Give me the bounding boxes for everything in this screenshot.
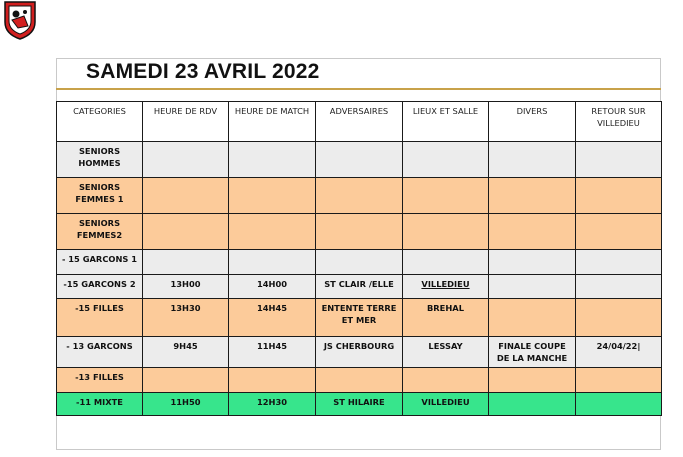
- page-title: SAMEDI 23 AVRIL 2022: [86, 60, 320, 83]
- rdv-cell: [143, 250, 229, 275]
- divers-cell: [489, 393, 576, 416]
- category-cell: SENIORS FEMMES2: [57, 214, 143, 250]
- lieu-cell: VILLEDIEU: [403, 393, 489, 416]
- adversaires-cell: [316, 142, 403, 178]
- rdv-cell: 9H45: [143, 337, 229, 368]
- category-cell: - 15 GARCONS 1: [57, 250, 143, 275]
- rdv-cell: 13H00: [143, 275, 229, 299]
- match-cell: 14H45: [229, 299, 316, 337]
- table-row: [57, 368, 662, 393]
- lieu-cell: LESSAY: [403, 337, 489, 368]
- table-header-row: [57, 102, 662, 142]
- retour-cell: [576, 250, 662, 275]
- rdv-cell: [143, 178, 229, 214]
- club-logo-icon: [2, 0, 38, 40]
- category-cell: -13 FILLES: [57, 368, 143, 393]
- lieu-cell: [403, 178, 489, 214]
- lieu-cell: [403, 368, 489, 393]
- table-row: [57, 393, 662, 416]
- category-cell: SENIORS HOMMES: [57, 142, 143, 178]
- lieu-cell: [403, 142, 489, 178]
- retour-cell: 24/04/22|: [576, 337, 662, 368]
- table-row: [57, 275, 662, 299]
- divers-cell: [489, 250, 576, 275]
- table-row: [57, 250, 662, 275]
- retour-cell: [576, 178, 662, 214]
- header-categories: CATEGORIES: [57, 102, 143, 142]
- category-cell: -15 FILLES: [57, 299, 143, 337]
- header-retour: RETOUR SUR VILLEDIEU: [576, 102, 662, 142]
- lieu-cell: [403, 214, 489, 250]
- adversaires-cell: [316, 250, 403, 275]
- retour-cell: [576, 142, 662, 178]
- rdv-cell: 13H30: [143, 299, 229, 337]
- rdv-cell: [143, 214, 229, 250]
- table-row: [57, 178, 662, 214]
- divers-cell: [489, 214, 576, 250]
- divers-cell: [489, 178, 576, 214]
- adversaires-cell: ST CLAIR /ELLE: [316, 275, 403, 299]
- lieu-cell: BREHAL: [403, 299, 489, 337]
- adversaires-cell: ST HILAIRE: [316, 393, 403, 416]
- table-row: [57, 214, 662, 250]
- rdv-cell: 11H50: [143, 393, 229, 416]
- adversaires-cell: JS CHERBOURG: [316, 337, 403, 368]
- divers-cell: [489, 142, 576, 178]
- schedule-table: [56, 101, 662, 416]
- title-underline: [56, 88, 661, 90]
- category-cell: -15 GARCONS 2: [57, 275, 143, 299]
- match-cell: [229, 368, 316, 393]
- match-cell: 14H00: [229, 275, 316, 299]
- header-lieux: LIEUX ET SALLE: [403, 102, 489, 142]
- retour-cell: [576, 275, 662, 299]
- match-cell: 12H30: [229, 393, 316, 416]
- retour-cell: [576, 299, 662, 337]
- rdv-cell: [143, 142, 229, 178]
- table-row: [57, 337, 662, 368]
- rdv-cell: [143, 368, 229, 393]
- lieu-cell: [403, 250, 489, 275]
- table-row: [57, 299, 662, 337]
- adversaires-cell: [316, 214, 403, 250]
- lieu-cell: [403, 275, 489, 299]
- divers-cell: FINALE COUPE DE LA MANCHE: [489, 337, 576, 368]
- lieu-text: VILLEDIEU: [421, 279, 470, 289]
- header-rdv: HEURE DE RDV: [143, 102, 229, 142]
- match-cell: [229, 178, 316, 214]
- table-row: [57, 142, 662, 178]
- category-cell: SENIORS FEMMES 1: [57, 178, 143, 214]
- header-match: HEURE DE MATCH: [229, 102, 316, 142]
- retour-cell: [576, 368, 662, 393]
- retour-cell: [576, 214, 662, 250]
- match-cell: 11H45: [229, 337, 316, 368]
- category-cell: - 13 GARCONS: [57, 337, 143, 368]
- divers-cell: [489, 299, 576, 337]
- match-cell: [229, 250, 316, 275]
- divers-cell: [489, 368, 576, 393]
- header-divers: DIVERS: [489, 102, 576, 142]
- category-cell: -11 MIXTE: [57, 393, 143, 416]
- match-cell: [229, 214, 316, 250]
- retour-cell: [576, 393, 662, 416]
- adversaires-cell: [316, 178, 403, 214]
- divers-cell: [489, 275, 576, 299]
- header-adversaires: ADVERSAIRES: [316, 102, 403, 142]
- adversaires-cell: [316, 368, 403, 393]
- adversaires-cell: ENTENTE TERRE ET MER: [316, 299, 403, 337]
- match-cell: [229, 142, 316, 178]
